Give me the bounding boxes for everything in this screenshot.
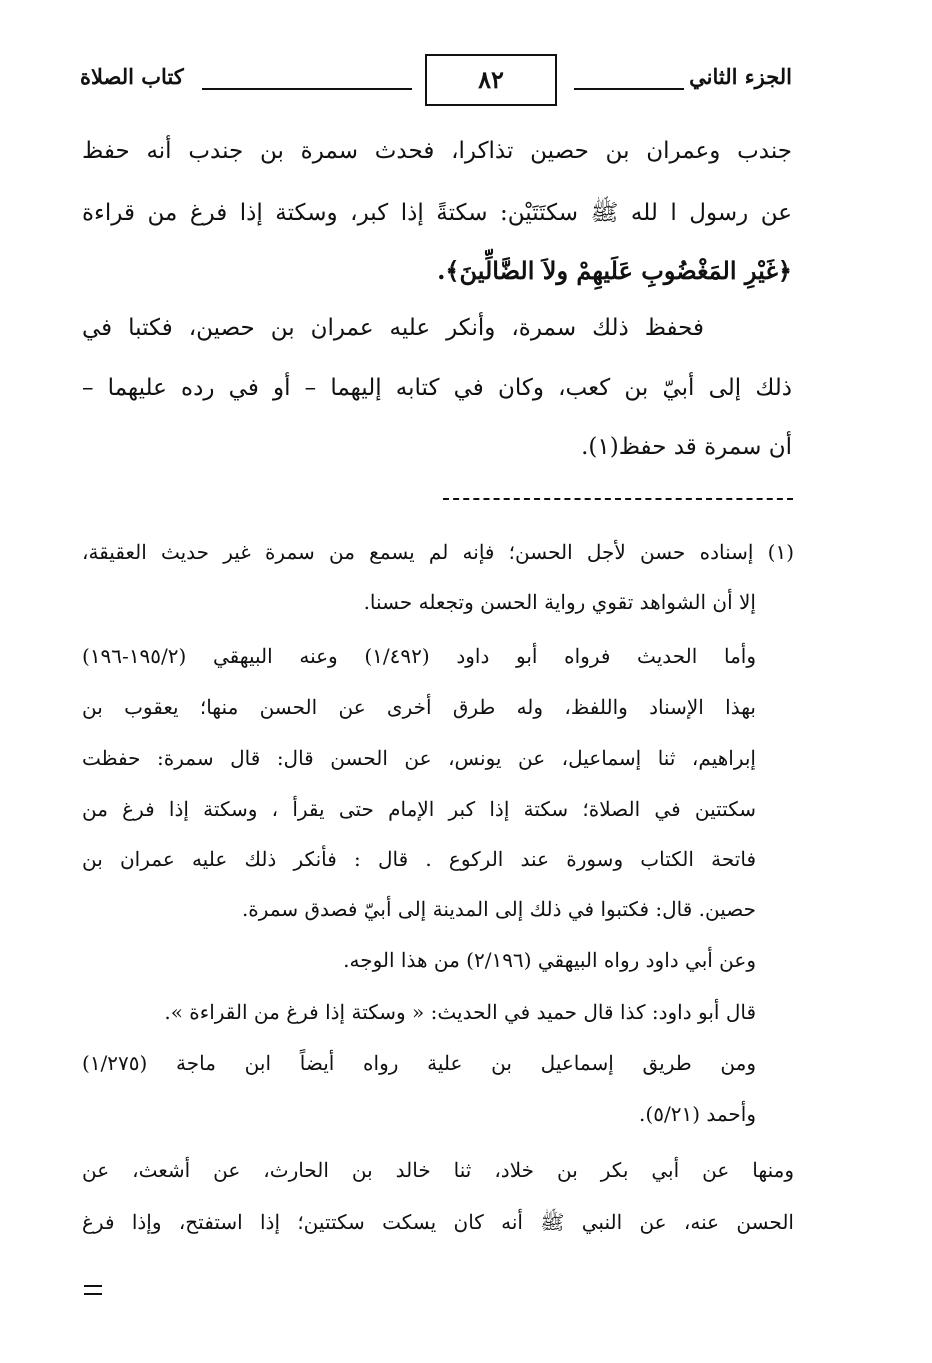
footnote-line: الحسن عنه، عن النبي ﷺ أنه كان يسكت سكتتين؛ إذا استفتح، وإذا فرغ — [82, 1210, 794, 1234]
footnote-line: إبراهيم، ثنا إسماعيل، عن يونس، عن الحسن قال: قال سمرة: حفظت — [82, 746, 756, 770]
footnote-line: سكتتين في الصلاة؛ سكتة إذا كبر الإمام حتى يقرأ ، وسكتة إذا فرغ من — [82, 797, 756, 821]
footnote-line: وعن أبي داود رواه البيهقي (٢/١٩٦) من هذا الوجه. — [343, 948, 756, 972]
footnote-line: بهذا الإسناد واللفظ، وله طرق أخرى عن الحسن منها؛ يعقوب بن — [82, 695, 756, 719]
footnote-line: فاتحة الكتاب وسورة عند الركوع . قال : فأنكر ذلك عليه عمران بن — [82, 847, 756, 871]
main-line: جندب وعمران بن حصين تذاكرا، فحدث سمرة بن جندب أنه حفظ — [82, 138, 792, 164]
header-rule-right — [574, 88, 684, 90]
header-part-title: الجزء الثاني — [689, 64, 792, 89]
footnote-line: (١) إسناده حسن لأجل الحسن؛ فإنه لم يسمع من سمرة غير حديث العقيقة، — [82, 540, 794, 564]
footnote-line: وأما الحديث فرواه أبو داود (١/٤٩٢) وعنه البيهقي (١٩٥/٢-١٩٦) — [82, 644, 756, 668]
main-line: فحفظ ذلك سمرة، وأنكر عليه عمران بن حصين، فكتبا في — [82, 315, 704, 341]
main-line: أن سمرة قد حفظ(١). — [581, 434, 792, 460]
footnote-separator — [443, 498, 793, 500]
footnote-line: حصين. قال: فكتبوا في ذلك إلى المدينة إلى أبيّ فصدق سمرة. — [241, 897, 756, 921]
footnote-line: ومن طريق إسماعيل بن علية رواه أيضاً ابن ماجة (١/٢٧٥) — [82, 1051, 756, 1075]
main-text — [82, 138, 792, 478]
main-line: ذلك إلى أبيّ بن كعب، وكان في كتابه إليهما – أو في رده عليهما – — [82, 375, 792, 401]
continuation-mark — [84, 1285, 102, 1295]
header-rule-left — [202, 88, 412, 90]
footnote-line: قال أبو داود: كذا قال حميد في الحديث: « وسكتة إذا فرغ من القراءة ». — [164, 1000, 756, 1024]
footnotes — [82, 540, 794, 1300]
quran-verse: ﴿غَيْرِ المَغْضُوبِ عَلَيهِمْ ولاَ الضَّالِّينَ﴾. — [437, 256, 792, 285]
footnote-line: إلا أن الشواهد تقوي رواية الحسن وتجعله حسنا. — [363, 590, 756, 614]
footnote-line: ومنها عن أبي بكر بن خلاد، ثنا خالد بن الحارث، عن أشعث، عن — [82, 1158, 794, 1182]
header-book-title: كتاب الصلاة — [80, 64, 184, 89]
main-line: عن رسول ا لله ﷺ سكتَتَيْن: سكتةً إذا كبر، وسكتة إذا فرغ من قراءة — [82, 200, 792, 226]
page-header — [80, 52, 792, 110]
footnote-line: وأحمد (٥/٢١). — [639, 1102, 756, 1126]
page-number: ٨٢ — [425, 54, 557, 106]
